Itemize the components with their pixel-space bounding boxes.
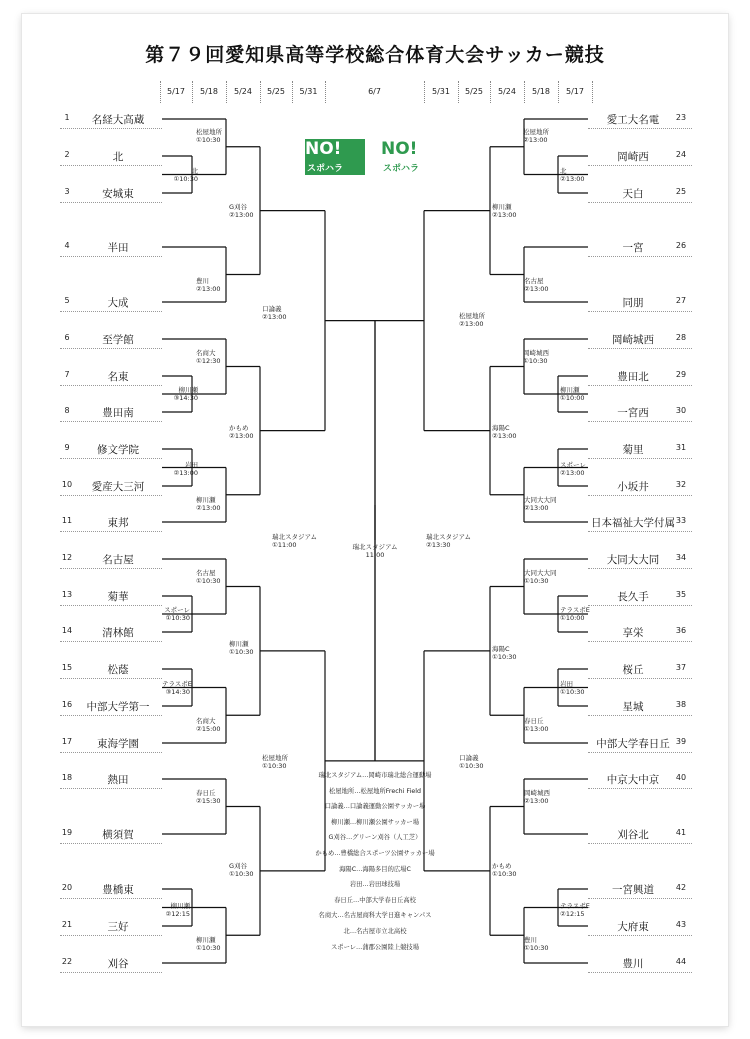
match-time: ②13:00 [524,285,549,293]
team-number: 6 [64,333,70,342]
match-time: ①10:30 [492,870,517,878]
match-label [196,277,221,293]
match-label [196,717,221,733]
match-label [524,936,549,952]
match-label [229,862,254,878]
venue-legend-item: 口論義…口論義運動公園サッカー場 [324,803,426,811]
team-number: 31 [675,443,687,452]
team-number: 11 [61,516,73,525]
team-number: 35 [675,590,687,599]
match-label [524,277,549,293]
team-name: 半田 [107,242,129,254]
match-label [426,533,471,549]
match-label [196,789,221,805]
team-number: 25 [675,187,687,196]
match-venue: かもめ [492,862,512,870]
match-time: ②13:00 [229,211,254,219]
venue-legend-item: 名商大…名古屋商科大学日進キャンパス [318,912,432,920]
match-label [272,533,317,549]
team-number: 30 [675,406,687,415]
match-label [560,680,585,696]
match-label [459,312,485,328]
match-venue: 柳川瀬 [196,496,216,504]
match-venue: 瑞北スタジアム [272,533,318,541]
match-time: ①10:30 [524,577,549,585]
match-time: ②13:00 [262,313,287,321]
match-venue: 海陽C [492,424,510,432]
match-label [229,640,254,656]
match-venue: 柳川瀬 [492,203,512,211]
logo-no-text: NO! [381,139,418,159]
match-venue: 名商大 [196,349,216,357]
team-name: 桜丘 [622,664,644,676]
team-name: 至学館 [102,334,134,346]
match-label [170,386,198,402]
match-time: ②13:00 [524,504,549,512]
team-number: 44 [675,957,687,966]
team-number: 32 [675,480,687,489]
team-name: 小坂井 [617,481,649,493]
match-venue: 柳川瀬 [229,640,249,648]
match-venue: スポーレ [560,461,586,469]
team-number: 8 [64,406,70,415]
match-time: ②13:00 [492,432,517,440]
team-number: 34 [675,553,687,562]
match-time: ①10:30 [165,614,190,622]
team-number: 15 [61,663,73,672]
team-number: 41 [675,828,687,837]
match-label [162,902,190,918]
match-time: ①10:00 [560,614,585,622]
match-venue: スポーレ [164,606,190,614]
team-number: 18 [61,773,73,782]
team-number: 40 [675,773,687,782]
team-number: 2 [64,150,70,159]
match-venue: 海陽C [492,645,510,653]
match-venue: 松屋地所 [262,754,288,762]
match-venue: 大同大大同 [524,569,557,577]
team-number: 24 [675,150,687,159]
match-label [524,569,557,585]
date-header: 5/24 [498,87,516,96]
match-label [492,424,517,440]
match-venue: 岩田 [185,461,198,469]
match-label [560,902,590,918]
venue-legend-item: 瑞北スタジアム…岡崎市瑞北総合運動場 [318,772,432,779]
match-time: ②15:00 [196,725,221,733]
match-venue: かもめ [229,424,249,432]
team-name: 岡崎西 [617,151,649,163]
team-name: 豊橋東 [102,884,134,896]
match-venue: 春日丘 [524,717,544,725]
team-number: 42 [675,883,687,892]
match-venue: 豊川 [524,936,537,944]
team-number: 20 [61,883,73,892]
match-time: ①10:30 [560,688,585,696]
team-number: 29 [675,370,687,379]
match-label [459,754,484,770]
match-label [560,386,585,402]
team-name: 松蔭 [107,664,129,676]
team-name: 中京大中京 [606,774,660,786]
match-label [523,349,549,365]
team-name: 一宮 [622,242,644,254]
match-time: 11:00 [365,551,385,559]
match-venue: 名商大 [196,717,216,725]
match-venue: 瑞北スタジアム [352,543,398,551]
team-number: 13 [61,590,73,599]
team-number: 43 [675,920,687,929]
team-number: 19 [61,828,73,837]
date-header: 5/25 [465,87,483,96]
team-name: 中部大学春日丘 [596,738,670,750]
match-venue: 松屋地所 [459,312,485,320]
match-venue: G刈谷 [229,862,248,870]
team-number: 27 [675,296,687,305]
team-name: 熱田 [107,774,129,786]
team-number: 26 [675,241,687,250]
match-venue: 名古屋 [196,569,216,577]
date-header: 5/18 [532,87,550,96]
match-venue: 柳川瀬 [560,386,580,394]
team-name: 刈谷北 [617,829,649,841]
team-name: 豊田南 [102,407,134,419]
match-time: ①12:30 [196,357,221,365]
match-time: ②13:00 [492,211,517,219]
team-number: 21 [61,920,73,929]
team-number: 33 [675,516,687,525]
match-time: ①10:30 [459,762,484,770]
team-number: 9 [64,443,70,452]
match-label [196,128,222,144]
match-venue: 柳川瀬 [170,902,190,910]
team-name: 愛産大三河 [91,481,145,493]
team-name: 岡崎城西 [612,334,654,346]
match-time: ②13:00 [560,175,585,183]
match-venue: テラスポE [560,902,590,910]
match-venue: 柳川瀬 [178,386,198,394]
match-venue: 瑞北スタジアム [426,533,472,541]
match-time: ②15:30 [196,797,221,805]
team-name: 長久手 [617,591,649,603]
match-time: ①13:00 [524,725,549,733]
match-venue: 岡崎城西 [523,349,549,357]
team-number: 4 [64,241,70,250]
venue-legend-item: 柳川瀬…柳川瀬公園サッカー場 [330,818,420,826]
team-name: 刈谷 [107,958,129,970]
team-name: 中部大学第一 [86,701,150,713]
match-venue: G刈谷 [229,203,248,211]
match-label [262,754,288,770]
match-time: ①10:30 [229,870,254,878]
match-time: ②12:15 [165,910,190,918]
team-name: 同朋 [622,297,644,309]
match-venue: 春日丘 [196,789,216,797]
team-name: 名古屋 [102,554,134,566]
match-venue: 松屋地所 [196,128,222,136]
match-time: ③14:30 [173,394,198,402]
team-name: 東邦 [107,517,129,529]
match-time: ①10:30 [262,762,287,770]
logo-sub-text: スポハラ [383,164,420,174]
match-venue: 岡崎城西 [524,789,550,797]
match-venue: 北 [191,167,198,175]
team-name: 一宮興道 [612,884,654,896]
match-time: ①10:30 [196,944,221,952]
team-name: 菊華 [107,591,129,603]
team-number: 5 [64,296,70,305]
date-header: 5/31 [432,87,450,96]
match-label [196,569,221,585]
team-name: 清林館 [102,627,134,639]
match-time: ②13:00 [560,469,585,477]
team-name: 大同大大同 [606,554,660,566]
team-number: 28 [675,333,687,342]
match-label [170,461,198,477]
team-name: 愛工大名電 [606,114,660,126]
venue-legend-item: 岩田…岩田球技場 [349,881,401,889]
page-title: 第７９回愛知県高等学校総合体育大会サッカー競技 [145,44,605,66]
match-time: ②13:30 [426,541,451,549]
match-venue: 豊川 [196,277,209,285]
match-time: ①10:30 [196,577,221,585]
date-header: 5/18 [200,87,218,96]
match-time: ①10:30 [173,175,198,183]
match-time: ②12:15 [560,910,585,918]
match-label [170,167,198,183]
team-name: 日本福祉大学付属 [591,517,675,529]
team-number: 38 [675,700,687,709]
team-name: 三好 [107,921,129,933]
date-header: 5/25 [267,87,285,96]
team-name: 北 [112,151,124,163]
date-header: 5/17 [566,87,584,96]
venue-legend-item: かもめ…豊橋総合スポーツ公園サッカー場 [315,849,435,857]
match-venue: テラスポE [162,680,192,688]
team-number: 14 [61,626,73,635]
match-label [162,606,190,622]
team-name: 豊川 [622,958,644,970]
team-name: 名東 [107,371,129,383]
team-name: 星城 [622,701,644,713]
match-label [523,128,549,144]
match-time: ②13:00 [459,320,484,328]
team-name: 一宮西 [617,407,649,419]
venue-legend-item: G刈谷…グリーン刈谷（人工芝） [328,834,422,842]
match-label [524,717,549,733]
match-label [262,305,287,321]
match-time: ②13:00 [196,504,221,512]
team-number: 7 [64,370,70,379]
match-label [524,789,550,805]
match-venue: 口論義 [262,305,282,313]
match-time: ①10:30 [229,648,254,656]
date-header: 6/7 [368,87,381,96]
date-header: 5/24 [234,87,252,96]
match-time: ①10:30 [492,653,517,661]
team-name: 横須賀 [102,829,134,841]
team-name: 大府東 [617,921,649,933]
venue-legend-item: スポーレ…蒲郡公園陸上競技場 [330,943,420,951]
venue-legend-item: 松屋地所…松屋地所Frechi Field [329,787,421,795]
team-name: 安城東 [102,188,134,200]
team-number: 17 [61,737,73,746]
match-venue: 北 [560,167,567,175]
match-time: ②13:00 [196,285,221,293]
match-label [196,349,221,365]
match-time: ①10:30 [523,357,548,365]
match-time: ②13:00 [173,469,198,477]
venue-legend [300,768,450,955]
team-number: 37 [675,663,687,672]
date-header: 5/31 [299,87,318,96]
match-time: ①10:30 [196,136,221,144]
team-number: 22 [61,957,73,966]
match-label [338,543,412,559]
team-number: 3 [64,187,70,196]
team-name: 名経大高蔵 [91,114,145,126]
match-time: ③14:30 [165,688,190,696]
match-label [196,496,221,512]
match-venue: テラスポE [560,606,590,614]
match-venue: 柳川瀬 [196,936,216,944]
team-name: 修文学院 [97,444,139,456]
match-venue: 岩田 [560,680,573,688]
team-number: 23 [675,113,687,122]
team-number: 12 [61,553,73,562]
match-label [492,645,517,661]
date-header: 5/17 [167,87,185,96]
match-venue: 口論義 [459,754,479,762]
team-number: 1 [64,113,70,122]
match-label [560,461,586,477]
match-label [492,203,517,219]
match-venue: 松屋地所 [523,128,549,136]
team-name: 菊里 [622,444,644,456]
match-time: ①10:30 [524,944,549,952]
match-label [229,424,254,440]
match-time: ①10:00 [560,394,585,402]
match-label [560,167,585,183]
venue-legend-item: 海陽C…海陽多目的広場C [339,865,411,873]
match-time: ②13:00 [229,432,254,440]
match-time: ②13:00 [523,136,548,144]
match-label [162,680,190,696]
match-label [229,203,254,219]
match-label [524,496,557,512]
team-name: 豊田北 [617,371,649,383]
match-venue: 大同大大同 [524,496,557,504]
match-label [492,862,517,878]
team-name: 天白 [622,188,644,200]
team-name: 享栄 [622,627,644,639]
team-number: 36 [675,626,687,635]
logo-no-text: NO! [305,139,342,159]
team-name: 大成 [107,297,129,309]
match-time: ①11:00 [272,541,297,549]
team-number: 10 [61,480,73,489]
logo-sub-text: スポハラ [307,164,344,174]
team-number: 39 [675,737,687,746]
match-venue: 名古屋 [524,277,544,285]
match-time: ②13:00 [524,797,549,805]
match-label [560,606,590,622]
venue-legend-item: 北…名古屋市立北高校 [343,927,407,935]
team-number: 16 [61,700,73,709]
match-label [196,936,221,952]
venue-legend-item: 春日丘…中部大学春日丘高校 [334,896,416,904]
team-name: 東海学園 [97,738,139,750]
